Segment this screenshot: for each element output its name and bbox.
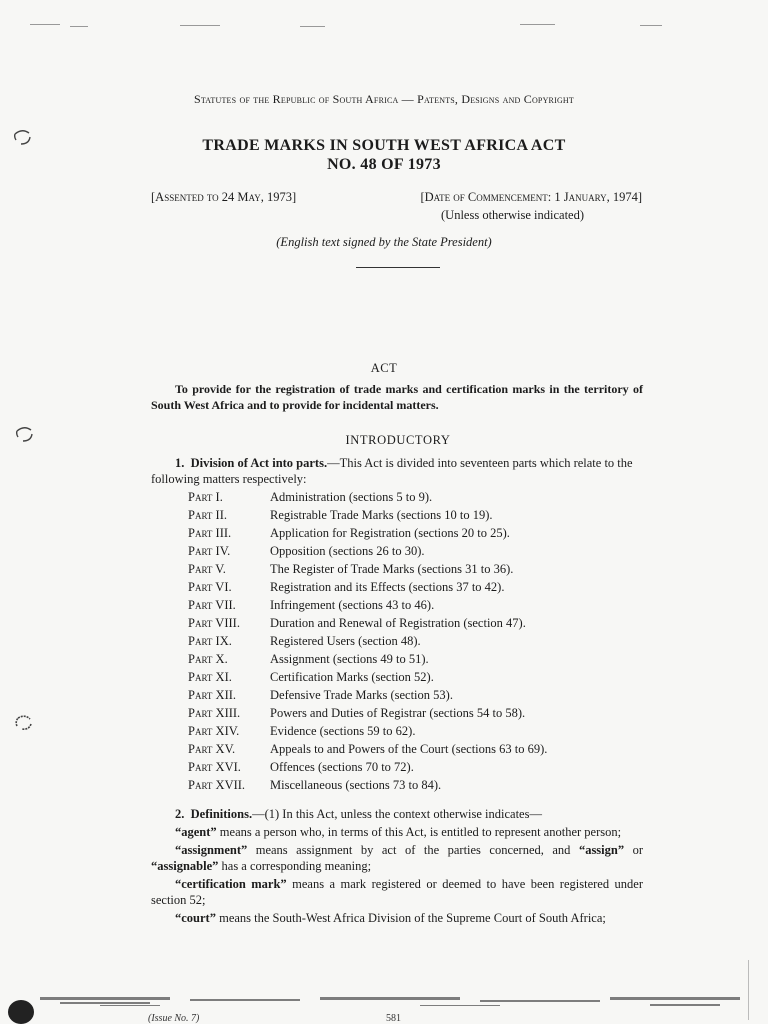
- part-description: Assignment (sections 49 to 51).: [270, 652, 429, 666]
- punch-hole-icon: [13, 714, 35, 732]
- parts-list: [188, 488, 648, 794]
- definition-text: means a mark registered or deemed to have been registered under section 52;: [151, 877, 643, 907]
- list-item: [188, 740, 648, 758]
- part-label: Part XII.: [188, 688, 237, 702]
- definition-text: means the South-West Africa Division of the Supreme Court of South Africa;: [215, 911, 606, 925]
- part-description: Appeals to and Powers of the Court (sections 63 to 69).: [270, 742, 548, 756]
- part-label: Part XIV.: [188, 724, 240, 738]
- part-description: Infringement (sections 43 to 46).: [270, 598, 435, 612]
- part-description: Powers and Duties of Registrar (sections 54 to 58).: [270, 706, 526, 720]
- list-item: [188, 578, 648, 596]
- part-description: Certification Marks (section 52).: [270, 670, 434, 684]
- list-item: [188, 704, 648, 722]
- definition-text: means a person who, in terms of this Act, is entitled to represent another person;: [216, 825, 622, 839]
- part-description: Administration (sections 5 to 9).: [270, 490, 433, 504]
- stamp-icon: [8, 1000, 34, 1024]
- unless-note: (Unless otherwise indicated): [441, 208, 585, 222]
- list-item: [188, 758, 648, 776]
- introductory-heading: INTRODUCTORY: [345, 433, 451, 447]
- definition-certification-mark: [151, 876, 643, 908]
- section-2-heading: Definitions.: [190, 807, 253, 821]
- part-label: Part XVI.: [188, 760, 241, 774]
- definition-text: has a corresponding meaning;: [218, 859, 372, 873]
- definitions-section: [151, 806, 643, 926]
- section-1-heading: Division of Act into parts.: [190, 456, 328, 470]
- part-label: Part XI.: [188, 670, 232, 684]
- part-label: Part VI.: [188, 580, 232, 594]
- list-item: [188, 776, 648, 794]
- list-item: [188, 506, 648, 524]
- section-2-text: —(1) In this Act, unless the context otherwise indicates—: [252, 807, 542, 821]
- definition-court: [151, 910, 643, 926]
- part-description: Duration and Renewal of Registration (section 47).: [270, 616, 526, 630]
- part-description: Registrable Trade Marks (sections 10 to 19).: [270, 508, 493, 522]
- english-text-note: (English text signed by the State President): [276, 235, 492, 249]
- scan-noise-bottom: [0, 985, 768, 1024]
- list-item: [188, 650, 648, 668]
- part-description: The Register of Trade Marks (sections 31 to 36).: [270, 562, 514, 576]
- part-label: Part IV.: [188, 544, 231, 558]
- act-number: NO. 48 OF 1973: [327, 156, 441, 173]
- part-label: Part III.: [188, 526, 232, 540]
- running-head: Statutes of the Republic of South Africa — Patents, Designs and Copyright: [193, 92, 574, 106]
- part-label: Part X.: [188, 652, 228, 666]
- section-1-text: —This Act is divided into seventeen parts which relate to the following matters respectively:: [151, 456, 633, 486]
- definition-term: “assign”: [578, 843, 625, 857]
- part-description: Application for Registration (sections 20 to 25).: [270, 526, 510, 540]
- issue-number: (Issue No. 7): [148, 1013, 200, 1024]
- part-description: Registration and its Effects (sections 37 to 42).: [270, 580, 505, 594]
- definition-text: or: [624, 843, 643, 857]
- list-item: [188, 524, 648, 542]
- part-label: Part IX.: [188, 634, 232, 648]
- list-item: [188, 722, 648, 740]
- part-label: Part I.: [188, 490, 223, 504]
- list-item: [188, 488, 648, 506]
- section-1-number: 1.: [175, 456, 185, 470]
- part-label: Part XVII.: [188, 778, 246, 792]
- act-heading: ACT: [370, 361, 398, 375]
- part-description: Miscellaneous (sections 73 to 84).: [270, 778, 442, 792]
- part-description: Offences (sections 70 to 72).: [270, 760, 414, 774]
- list-item: [188, 542, 648, 560]
- punch-hole-icon: [11, 128, 33, 146]
- page-number: 581: [386, 1013, 401, 1024]
- part-label: Part VIII.: [188, 616, 240, 630]
- section-2-number: 2.: [175, 807, 185, 821]
- commencement-date: [Date of Commencement: 1 January, 1974]: [420, 190, 642, 204]
- list-item: [188, 668, 648, 686]
- definition-term: “certification mark”: [175, 877, 287, 891]
- list-item: [188, 614, 648, 632]
- assent-date: [Assented to 24 May, 1973]: [151, 190, 297, 204]
- definition-agent: [151, 824, 643, 840]
- definition-term: “assignment”: [175, 843, 248, 857]
- part-description: Defensive Trade Marks (section 53).: [270, 688, 453, 702]
- separator-rule: [356, 267, 440, 268]
- part-label: Part II.: [188, 508, 227, 522]
- act-title: TRADE MARKS IN SOUTH WEST AFRICA ACT: [202, 137, 566, 154]
- definition-assignment: [151, 842, 643, 874]
- long-title: To provide for the registration of trade marks and certification marks in the territory of South West Africa and to provide for incidental matters.: [151, 382, 643, 412]
- scan-edge-line: [748, 960, 749, 1020]
- definition-term: “court”: [175, 911, 216, 925]
- list-item: [188, 596, 648, 614]
- scan-noise-top: [0, 14, 768, 34]
- list-item: [188, 632, 648, 650]
- part-label: Part VII.: [188, 598, 236, 612]
- definition-text: means assignment by act of the parties concerned, and: [247, 843, 579, 857]
- list-item: [188, 560, 648, 578]
- section-2-paragraph: [151, 806, 643, 822]
- part-description: Registered Users (section 48).: [270, 634, 421, 648]
- part-label: Part XIII.: [188, 706, 241, 720]
- part-description: Opposition (sections 26 to 30).: [270, 544, 425, 558]
- list-item: [188, 686, 648, 704]
- part-description: Evidence (sections 59 to 62).: [270, 724, 416, 738]
- section-1-paragraph: [151, 455, 643, 487]
- part-label: Part XV.: [188, 742, 236, 756]
- part-label: Part V.: [188, 562, 226, 576]
- definition-term: “agent”: [175, 825, 217, 839]
- definition-term: “assignable”: [151, 859, 219, 873]
